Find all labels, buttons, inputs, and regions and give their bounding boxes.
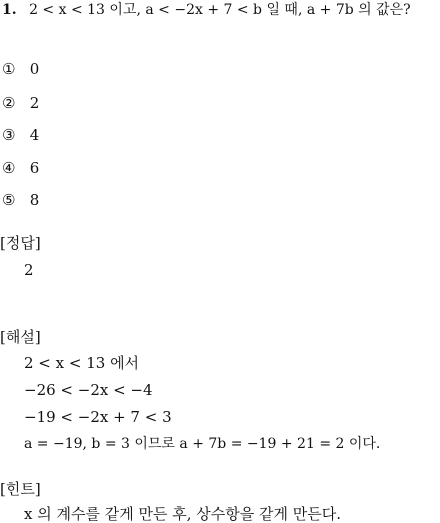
choice-3[interactable]	[2, 128, 39, 143]
hint-text: x 의 계수를 같게 만든 후, 상수항을 같게 만든다.	[24, 505, 341, 523]
explanation-label: [해설]	[0, 328, 41, 346]
answer-value: 2	[24, 261, 34, 279]
hint-label: [힌트]	[0, 480, 41, 498]
choice-1[interactable]	[2, 62, 39, 77]
choice-4[interactable]	[2, 161, 39, 176]
question-number: 1.	[2, 2, 17, 18]
explanation-line-1: 2 < x < 13 에서	[24, 354, 140, 372]
question-text: 2 < x < 13 이고, a < −2x + 7 < b 일 때, a + 7b 의 값은?	[29, 2, 411, 18]
choice-5-mark: ⑤	[2, 191, 16, 209]
explanation-line-4: a = −19, b = 3 이므로 a + 7b = −19 + 21 = 2 이다.	[24, 436, 381, 452]
answer-label: [정답]	[0, 234, 41, 252]
choice-5-value: 8	[29, 191, 40, 209]
choice-4-mark: ④	[2, 159, 16, 177]
choice-5[interactable]	[2, 193, 39, 208]
choice-2[interactable]	[2, 96, 39, 111]
choice-2-mark: ②	[2, 94, 16, 112]
choice-3-mark: ③	[2, 126, 16, 144]
choice-2-value: 2	[29, 94, 40, 112]
explanation-line-3: −19 < −2x + 7 < 3	[24, 408, 172, 426]
choice-1-mark: ①	[2, 60, 16, 78]
explanation-line-2: −26 < −2x < −4	[24, 381, 153, 399]
choice-1-value: 0	[29, 60, 40, 78]
choice-3-value: 4	[29, 126, 40, 144]
choice-4-value: 6	[29, 159, 40, 177]
question-line	[2, 3, 411, 17]
